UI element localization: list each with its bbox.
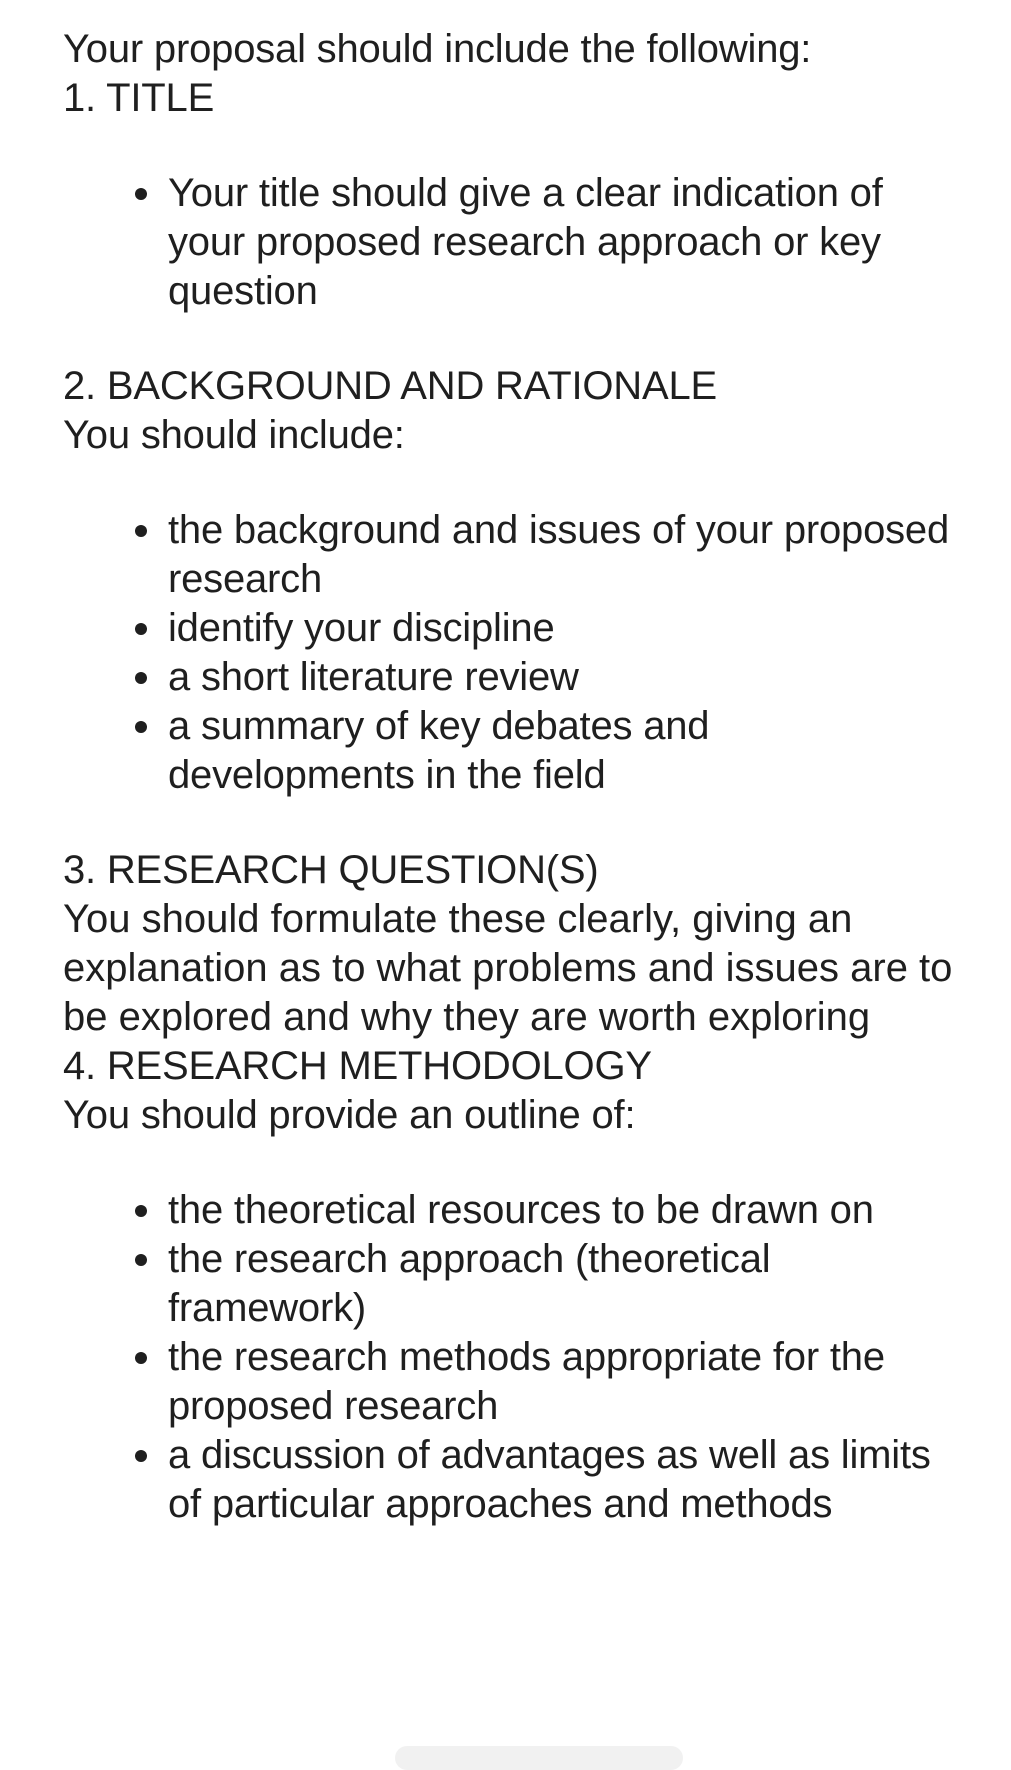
section-heading-methodology: 4. RESEARCH METHODOLOGY xyxy=(63,1044,652,1088)
bullet-icon xyxy=(135,672,147,684)
list-item: a summary of key debates and developments in the field xyxy=(168,702,958,800)
list-item: identify your discipline xyxy=(168,604,958,653)
list-item: a short literature review xyxy=(168,653,958,702)
home-indicator[interactable] xyxy=(395,1746,683,1770)
bullet-icon xyxy=(135,525,147,537)
bullet-icon xyxy=(135,1352,147,1364)
section-text-methodology: You should provide an outline of: xyxy=(63,1093,636,1137)
section-heading-background: 2. BACKGROUND AND RATIONALE xyxy=(63,364,717,408)
background-bullet-list xyxy=(63,506,1003,800)
list-item: Your title should give a clear indication of your proposed research approach or key question xyxy=(168,169,958,316)
bullet-icon xyxy=(135,188,147,200)
list-item: a discussion of advantages as well as limits of particular approaches and methods xyxy=(168,1431,958,1529)
bullet-icon xyxy=(135,1450,147,1462)
section-heading-research-questions: 3. RESEARCH QUESTION(S) xyxy=(63,848,599,892)
list-item: the background and issues of your proposed research xyxy=(168,506,958,604)
bullet-icon xyxy=(135,623,147,635)
section-heading-title: 1. TITLE xyxy=(63,76,215,120)
section-text-research-questions: You should formulate these clearly, giving an explanation as to what problems and issues are to be explored and why they are worth exploring xyxy=(63,897,953,1039)
bullet-icon xyxy=(135,1205,147,1217)
list-item: the research approach (theoretical framework) xyxy=(168,1235,958,1333)
list-item: the theoretical resources to be drawn on xyxy=(168,1186,958,1235)
bullet-icon xyxy=(135,721,147,733)
bullet-icon xyxy=(135,1254,147,1266)
methodology-bullet-list xyxy=(63,1186,1003,1529)
list-item: the research methods appropriate for the proposed research xyxy=(168,1333,958,1431)
title-bullet-list xyxy=(63,169,1003,316)
proposal-document xyxy=(63,25,1003,1575)
section-text-background: You should include: xyxy=(63,413,405,457)
intro-text: Your proposal should include the following: xyxy=(63,27,812,71)
